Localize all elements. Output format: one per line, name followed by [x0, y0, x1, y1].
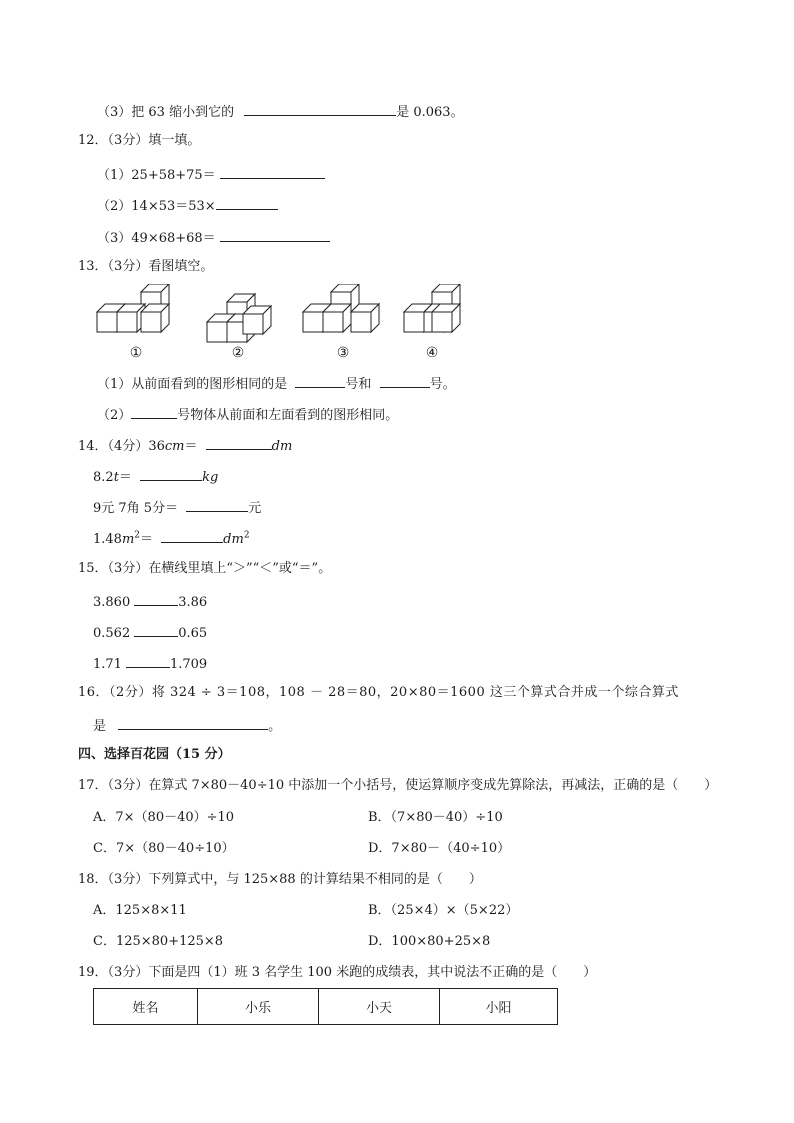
equals-sign: ＝ [184, 439, 198, 454]
unit-label: dm [271, 439, 293, 454]
q15-item-1 [93, 591, 207, 612]
figure-label-1: ① [129, 345, 143, 361]
q14-line-4 [93, 528, 250, 549]
q13-sub2-text-a: （2） [97, 408, 132, 423]
q15-item-2 [93, 622, 207, 643]
q14-text: 9元 7角 5分＝ [93, 501, 179, 516]
answer-blank[interactable] [126, 653, 170, 668]
compare-left: 0.562 [93, 626, 131, 641]
table-header-cell: 小阳 [440, 989, 558, 1025]
q14-text: 14．（4分）36 [78, 439, 165, 454]
answer-blank[interactable] [134, 622, 178, 637]
answer-blank[interactable] [206, 435, 272, 450]
cube-figure-1 [97, 284, 169, 332]
unit-label: m [121, 532, 135, 547]
q15-item-3 [93, 653, 207, 674]
q13-sub2-text-b: 号物体从前面和左面看到的图形相同。 [177, 408, 399, 423]
q16-line-2 [93, 715, 281, 736]
q11-3-line [97, 101, 464, 122]
table-header-cell: 小天 [319, 989, 440, 1025]
q18-option-d[interactable]: D．100×80+25×8 [368, 934, 491, 949]
q18-option-a[interactable]: A．125×8×11 [93, 903, 187, 918]
q16-text: 是 [93, 719, 107, 734]
equals-sign: ＝ [140, 532, 154, 547]
unit-label: cm [164, 439, 185, 454]
q17-stem: 17．（3分）在算式 7×80－40÷10 中添加一个小括号，使运算顺序变成先算除法，再减法，正确的是（ ） [78, 778, 718, 793]
q15-stem: 15．（3分）在横线里填上“＞”“＜”或“＝”。 [78, 561, 332, 576]
answer-blank[interactable] [134, 591, 178, 606]
q17-option-a[interactable]: A．7×（80－40）÷10 [93, 810, 235, 825]
exponent: 2 [134, 530, 141, 541]
q12-stem: 12．（3分）填一填。 [78, 133, 201, 148]
q16-text: 。 [268, 719, 282, 734]
table-header-cell: 小乐 [198, 989, 319, 1025]
compare-right: 3.86 [178, 595, 208, 610]
figure-label-2: ② [231, 345, 245, 361]
answer-blank[interactable] [220, 164, 325, 179]
q12-item-1 [97, 164, 325, 185]
answer-blank[interactable] [244, 101, 396, 116]
section-heading: 四、选择百花园（15 分） [78, 747, 231, 762]
exponent: 2 [243, 530, 250, 541]
cube-figures [0, 284, 794, 344]
q16-line-1: 16．（2分）将 324 ÷ 3＝108，108 － 28＝80，20×80＝1600 这三个算式合并成一个综合算式 [78, 685, 679, 700]
q14-text: 1.48 [93, 532, 122, 547]
unit-label: dm [223, 532, 244, 547]
q12-item-3-text: （3）49×68+68＝ [97, 231, 216, 246]
q19-stem: 19．（3分）下面是四（1）班 3 名学生 100 米跑的成绩表，其中说法不正确的是（ ） [78, 965, 597, 980]
answer-blank[interactable] [380, 373, 430, 388]
q14-text: 8.2 [93, 470, 114, 485]
unit-label: t [113, 470, 119, 485]
q18-option-b[interactable]: B．（25×4）×（5×22） [368, 903, 519, 918]
compare-left: 1.71 [93, 657, 122, 672]
table-row [94, 989, 558, 1025]
results-table [93, 988, 558, 1025]
answer-blank[interactable] [295, 373, 345, 388]
q18-stem: 18．（3分）下列算式中，与 125×88 的计算结果不相同的是（ ） [78, 872, 482, 887]
compare-right: 1.709 [169, 657, 208, 672]
unit-label: 元 [248, 501, 262, 516]
q13-sub1-text-a: （1）从前面看到的图形相同的是 [97, 377, 288, 392]
cube-figure-3 [303, 284, 379, 332]
figure-label-4: ④ [425, 345, 439, 361]
q14-line-2 [93, 466, 218, 487]
answer-blank[interactable] [220, 227, 330, 242]
q11-3-prefix: （3）把 63 缩小到它的 [97, 105, 235, 120]
compare-right: 0.65 [178, 626, 208, 641]
cube-figure-2 [207, 294, 271, 342]
answer-blank[interactable] [216, 195, 278, 210]
q14-line-3 [93, 497, 261, 518]
q12-item-2 [97, 195, 278, 216]
unit-label: kg [202, 470, 219, 485]
answer-blank[interactable] [161, 528, 223, 543]
equals-sign: ＝ [118, 470, 132, 485]
answer-blank[interactable] [140, 466, 202, 481]
table-header-cell: 姓名 [94, 989, 198, 1025]
q12-item-3 [97, 227, 330, 248]
q11-3-suffix: 是 0.063。 [396, 105, 464, 120]
q12-item-2-text: （2）14×53＝53× [97, 199, 216, 214]
figure-label-3: ③ [336, 345, 350, 361]
q13-sub1 [97, 373, 456, 394]
q14-line-1 [78, 435, 292, 456]
answer-blank[interactable] [186, 497, 248, 512]
compare-left: 3.860 [93, 595, 131, 610]
q17-option-b[interactable]: B．（7×80－40）÷10 [368, 810, 503, 825]
answer-blank[interactable] [118, 715, 268, 730]
q13-stem: 13．（3分）看图填空。 [78, 259, 214, 274]
answer-blank[interactable] [131, 404, 177, 419]
q18-option-c[interactable]: C．125×80+125×8 [93, 934, 224, 949]
q17-option-c[interactable]: C．7×（80－40÷10） [93, 841, 235, 856]
q13-sub2 [97, 404, 398, 425]
cube-figure-4 [404, 284, 460, 332]
q13-sub1-text-c: 号。 [429, 377, 456, 392]
q12-item-1-text: （1）25+58+75＝ [97, 168, 216, 183]
q13-sub1-text-b: 号和 [345, 377, 372, 392]
q17-option-d[interactable]: D．7×80－（40÷10） [368, 841, 511, 856]
